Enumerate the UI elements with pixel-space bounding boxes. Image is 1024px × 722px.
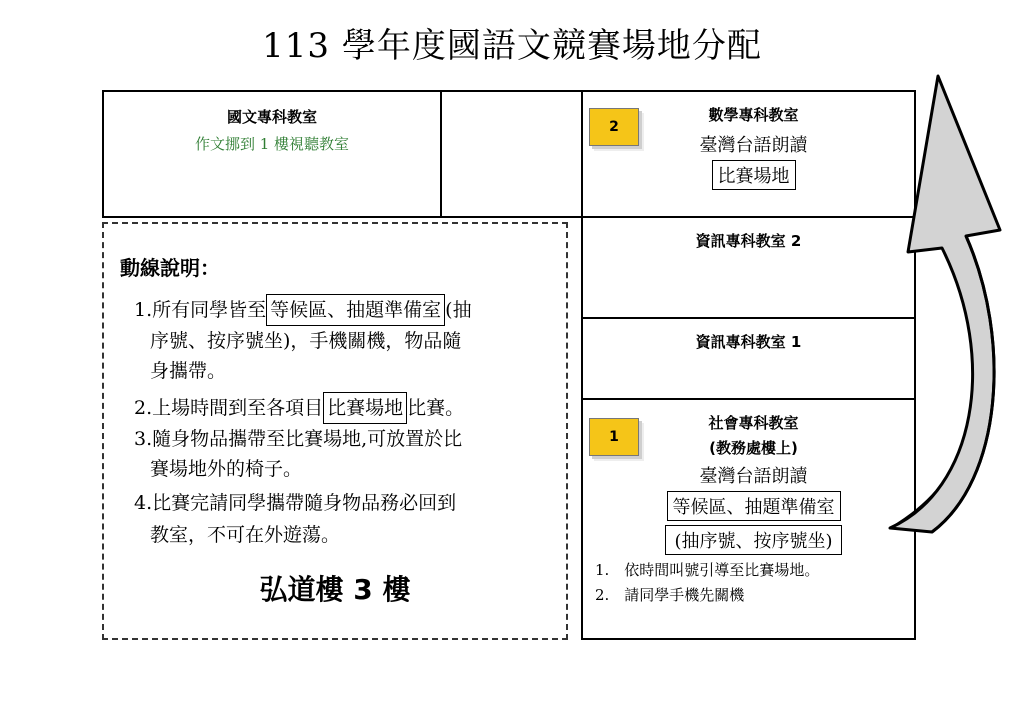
room-it-1-name: 資訊專科教室 1 — [695, 333, 802, 351]
room-social-step: 2. 請同學手機先關機 — [595, 586, 745, 604]
empty-room — [440, 90, 583, 218]
room-social — [581, 398, 916, 640]
room-social-role: 等候區、抽題準備室 — [667, 491, 841, 521]
instruction-line: 2.上場時間到至各項目 比賽場地 比賽。 — [134, 392, 464, 424]
room-math-event: 臺灣台語朗讀 — [699, 135, 808, 156]
room-it-2-name: 資訊專科教室 2 — [695, 232, 802, 250]
room-chinese — [102, 90, 442, 218]
room-social-step: 1. 依時間叫號引導至比賽場地。 — [595, 561, 820, 579]
room-it-2 — [581, 216, 916, 319]
room-math-role: 比賽場地 — [712, 160, 796, 190]
boxed-term: 比賽場地 — [323, 392, 407, 424]
room-badge: 2 — [589, 108, 639, 146]
room-badge: 1 — [589, 418, 639, 456]
room-math-name: 數學專科教室 — [708, 106, 799, 124]
room-social-sub: (教務處樓上) — [709, 439, 798, 457]
instruction-line: 1.所有同學皆至 等候區、抽題準備室 (抽 — [134, 294, 472, 326]
room-chinese-note: 作文挪到 1 樓視聽教室 — [194, 135, 350, 153]
up-arrow-icon — [880, 70, 1020, 540]
room-it-1 — [581, 317, 916, 400]
instruction-line: 教室，不可在外遊蕩。 — [150, 524, 341, 546]
instructions-list — [134, 294, 564, 554]
instruction-line: 3.隨身物品攜帶至比賽場地,可放置於比 — [134, 428, 463, 450]
room-chinese-name: 國文專科教室 — [226, 108, 317, 126]
instruction-line: 4.比賽完請同學攜帶隨身物品務必回到 — [134, 492, 457, 514]
room-social-role-note: (抽序號、按序號坐) — [665, 525, 841, 555]
instructions-heading: 動線說明： — [120, 256, 220, 280]
room-math — [581, 90, 916, 218]
page-title: 113 學年度國語文競賽場地分配 — [262, 26, 762, 66]
room-social-name: 社會專科教室 — [708, 414, 799, 432]
instructions-panel — [102, 222, 568, 640]
room-social-event: 臺灣台語朗讀 — [699, 466, 808, 487]
building-label: 弘道樓 3 樓 — [259, 573, 411, 606]
instruction-line: 序號、按序號坐)，手機關機，物品隨 — [150, 330, 462, 352]
instruction-line: 身攜帶。 — [150, 360, 227, 382]
instruction-line: 賽場地外的椅子。 — [150, 458, 303, 480]
boxed-term: 等候區、抽題準備室 — [266, 294, 445, 326]
